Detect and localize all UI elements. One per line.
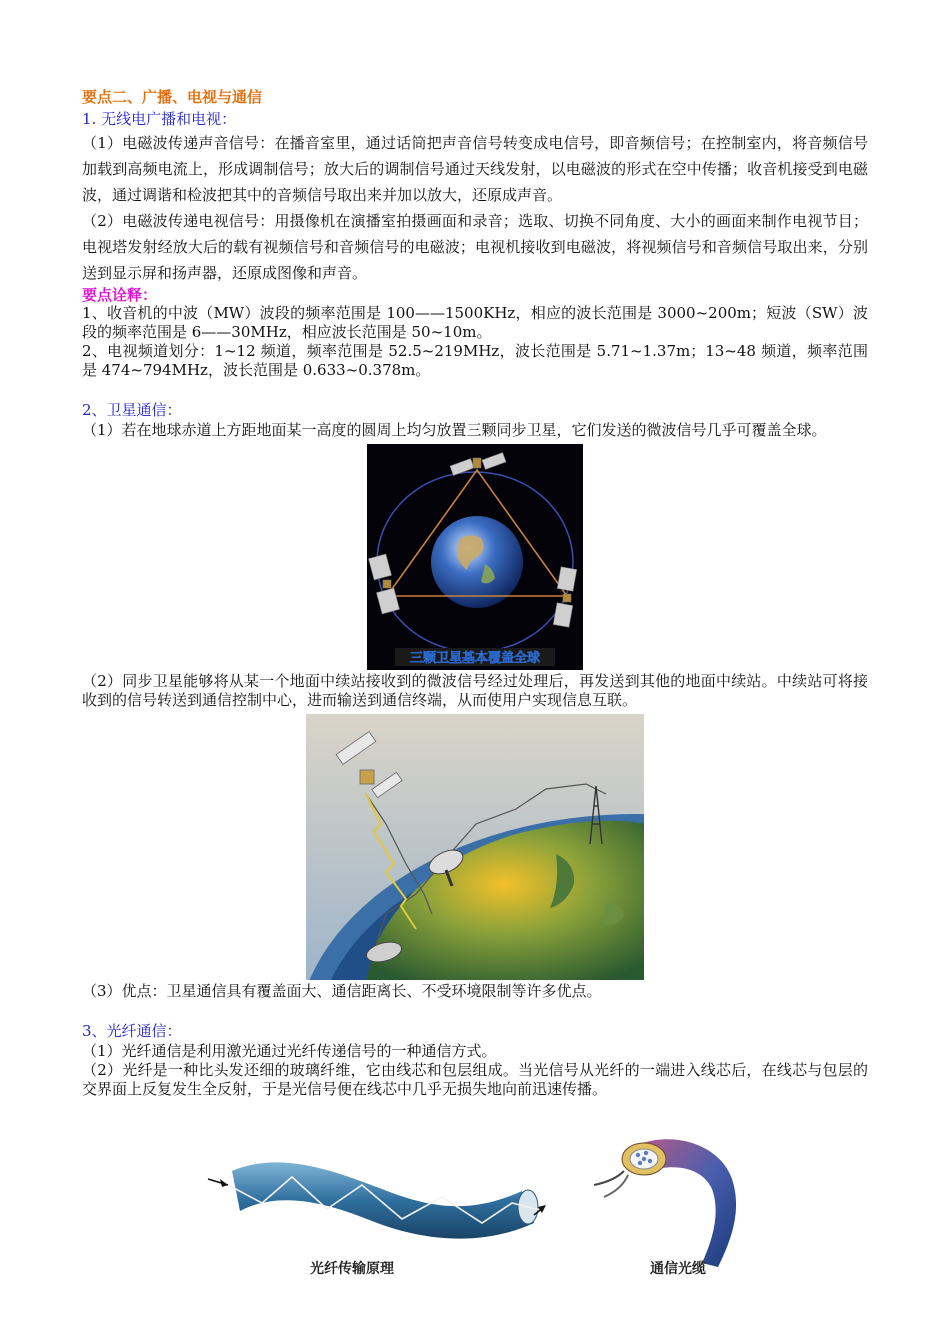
note-paragraph-2: 2、电视频道划分：1~12 频道，频率范围是 52.5~219MHz，波长范围是 5.71~1.37m；13~48 频道，频率范围是 474~794MHz，波长范围是 0.633~0.378m。 bbox=[82, 342, 868, 379]
fiber-tube bbox=[208, 1162, 546, 1238]
section1-paragraph-2: （2）电磁波传递电视信号：用摄像机在演播室拍摄画面和录音；选取、切换不同角度、大小的画面来制作电视节目；电视塔发射经放大后的载有视频信号和音频信号的电磁波；电视机接收到电磁波，将视频信号和音频信号取出来，分别送到显示屏和扬声器，还原成图像和声音。 bbox=[82, 212, 868, 282]
optical-cable bbox=[594, 1139, 736, 1267]
section2-title: 2、卫星通信： bbox=[82, 401, 182, 419]
satellite-coverage-illustration bbox=[367, 444, 583, 670]
optical-fiber-figure bbox=[82, 1119, 868, 1281]
main-heading: 要点二、广播、电视与通信 bbox=[82, 88, 263, 106]
section3-paragraph-2: （2）光纤是一种比头发还细的玻璃纤维，它由线芯和包层组成。当光信号从光纤的一端进入线芯后，在线芯与包层的交界面上反复发生全反射，于是光信号便在线芯中几乎无损失地向前迅速传播。 bbox=[82, 1061, 868, 1098]
optical-fiber-illustration bbox=[82, 1119, 868, 1281]
section2-paragraph-3: （3）优点：卫星通信具有覆盖面大、通信距离长、不受环境限制等许多优点。 bbox=[82, 982, 602, 1000]
note-title: 要点诠释： bbox=[82, 286, 158, 304]
caption-fiber-principle: 光纤传输原理 bbox=[310, 1261, 394, 1277]
section2-paragraph-1: （1）若在地球赤道上方距地面某一高度的圆周上均匀放置三颗同步卫星，它们发送的微波信号几乎可覆盖全球。 bbox=[82, 421, 827, 439]
section2-paragraph-2: （2）同步卫星能够将从某一个地面中续站接收到的微波信号经过处理后，再发送到其他的地面中续站。中续站可将接收到的信号转送到通信控制中心，进而输送到通信终端，从而使用户实现信息互联。 bbox=[82, 672, 868, 709]
section1-paragraph-1: （1）电磁波传递声音信号：在播音室里，通过话筒把声音信号转变成电信号，即音频信号；在控制室内，将音频信号加载到高频电流上，形成调制信号；放大后的调制信号通过天线发射，以电磁波的形式在空中传播；收音机接受到电磁波，通过调谐和检波把其中的音频信号取出来并加以放大，还原成声音。 bbox=[82, 134, 868, 204]
satellite-relay-illustration bbox=[306, 714, 644, 980]
caption-optical-cable: 通信光缆 bbox=[650, 1261, 706, 1277]
satellite-relay-figure bbox=[306, 714, 644, 980]
satellite-coverage-figure bbox=[367, 444, 583, 670]
section1-title: 1. 无线电广播和电视： bbox=[82, 110, 237, 128]
section3-paragraph-1: （1）光纤通信是利用激光通过光纤传递信号的一种通信方式。 bbox=[82, 1042, 497, 1060]
note-paragraph-1: 1、收音机的中波（MW）波段的频率范围是 100——1500KHz，相应的波长范围是 3000~200m；短波（SW）波段的频率范围是 6——30MHz，相应波长范围是 50~10m。 bbox=[82, 304, 868, 341]
figure1-caption: 三颗卫星基本覆盖全球 bbox=[409, 651, 541, 666]
section3-title: 3、光纤通信： bbox=[82, 1022, 182, 1040]
document-page bbox=[82, 86, 868, 1283]
